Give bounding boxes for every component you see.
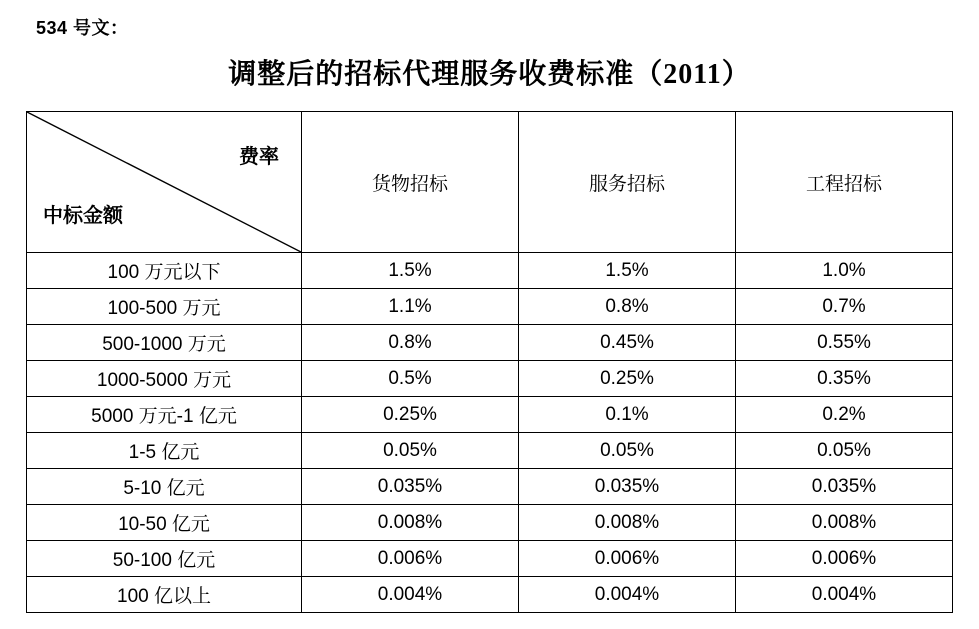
table-corner-cell bbox=[27, 112, 302, 253]
row-label: 1000-5000 万元 bbox=[27, 361, 302, 397]
rate-cell: 1.1% bbox=[302, 289, 519, 325]
rate-cell: 0.35% bbox=[736, 361, 953, 397]
rate-cell: 0.25% bbox=[519, 361, 736, 397]
rate-cell: 1.0% bbox=[736, 253, 953, 289]
page-title: 调整后的招标代理服务收费标准（2011） bbox=[228, 59, 751, 90]
row-label: 100-500 万元 bbox=[27, 289, 302, 325]
rate-cell: 0.008% bbox=[519, 505, 736, 541]
column-header-engineering: 工程招标 bbox=[736, 112, 953, 253]
rate-cell: 1.5% bbox=[519, 253, 736, 289]
row-label: 10-50 亿元 bbox=[27, 505, 302, 541]
rate-cell: 0.2% bbox=[736, 397, 953, 433]
column-header-goods: 货物招标 bbox=[302, 112, 519, 253]
rate-cell: 0.05% bbox=[519, 433, 736, 469]
rate-cell: 0.006% bbox=[302, 541, 519, 577]
table-row bbox=[27, 577, 953, 613]
rate-cell: 0.5% bbox=[302, 361, 519, 397]
rate-cell: 0.008% bbox=[736, 505, 953, 541]
table-row bbox=[27, 433, 953, 469]
rate-cell: 0.008% bbox=[302, 505, 519, 541]
rate-cell: 1.5% bbox=[302, 253, 519, 289]
table-row bbox=[27, 325, 953, 361]
document-reference: 534 号文： bbox=[36, 18, 129, 38]
corner-amount-label: 中标金额 bbox=[43, 205, 123, 227]
column-header-service: 服务招标 bbox=[519, 112, 736, 253]
row-label: 50-100 亿元 bbox=[27, 541, 302, 577]
table-row bbox=[27, 289, 953, 325]
rate-cell: 0.035% bbox=[736, 469, 953, 505]
rate-cell: 0.035% bbox=[302, 469, 519, 505]
rate-cell: 0.7% bbox=[736, 289, 953, 325]
rate-cell: 0.05% bbox=[302, 433, 519, 469]
row-label: 500-1000 万元 bbox=[27, 325, 302, 361]
table-row bbox=[27, 361, 953, 397]
rate-cell: 0.8% bbox=[519, 289, 736, 325]
table-header-row bbox=[27, 112, 953, 253]
table-row bbox=[27, 541, 953, 577]
row-label: 1-5 亿元 bbox=[27, 433, 302, 469]
table-row bbox=[27, 253, 953, 289]
table-row bbox=[27, 505, 953, 541]
rate-cell: 0.004% bbox=[302, 577, 519, 613]
rate-cell: 0.55% bbox=[736, 325, 953, 361]
diagonal-divider-icon bbox=[27, 112, 301, 252]
rate-cell: 0.004% bbox=[736, 577, 953, 613]
row-label: 5-10 亿元 bbox=[27, 469, 302, 505]
fee-rate-table bbox=[26, 111, 953, 613]
rate-cell: 0.05% bbox=[736, 433, 953, 469]
rate-cell: 0.8% bbox=[302, 325, 519, 361]
row-label: 5000 万元-1 亿元 bbox=[27, 397, 302, 433]
table-row bbox=[27, 397, 953, 433]
rate-cell: 0.006% bbox=[736, 541, 953, 577]
rate-cell: 0.1% bbox=[519, 397, 736, 433]
rate-cell: 0.45% bbox=[519, 325, 736, 361]
rate-cell: 0.25% bbox=[302, 397, 519, 433]
row-label: 100 万元以下 bbox=[27, 253, 302, 289]
table-row bbox=[27, 469, 953, 505]
rate-cell: 0.035% bbox=[519, 469, 736, 505]
rate-cell: 0.004% bbox=[519, 577, 736, 613]
rate-cell: 0.006% bbox=[519, 541, 736, 577]
corner-rate-label: 费率 bbox=[239, 146, 279, 168]
row-label: 100 亿以上 bbox=[27, 577, 302, 613]
